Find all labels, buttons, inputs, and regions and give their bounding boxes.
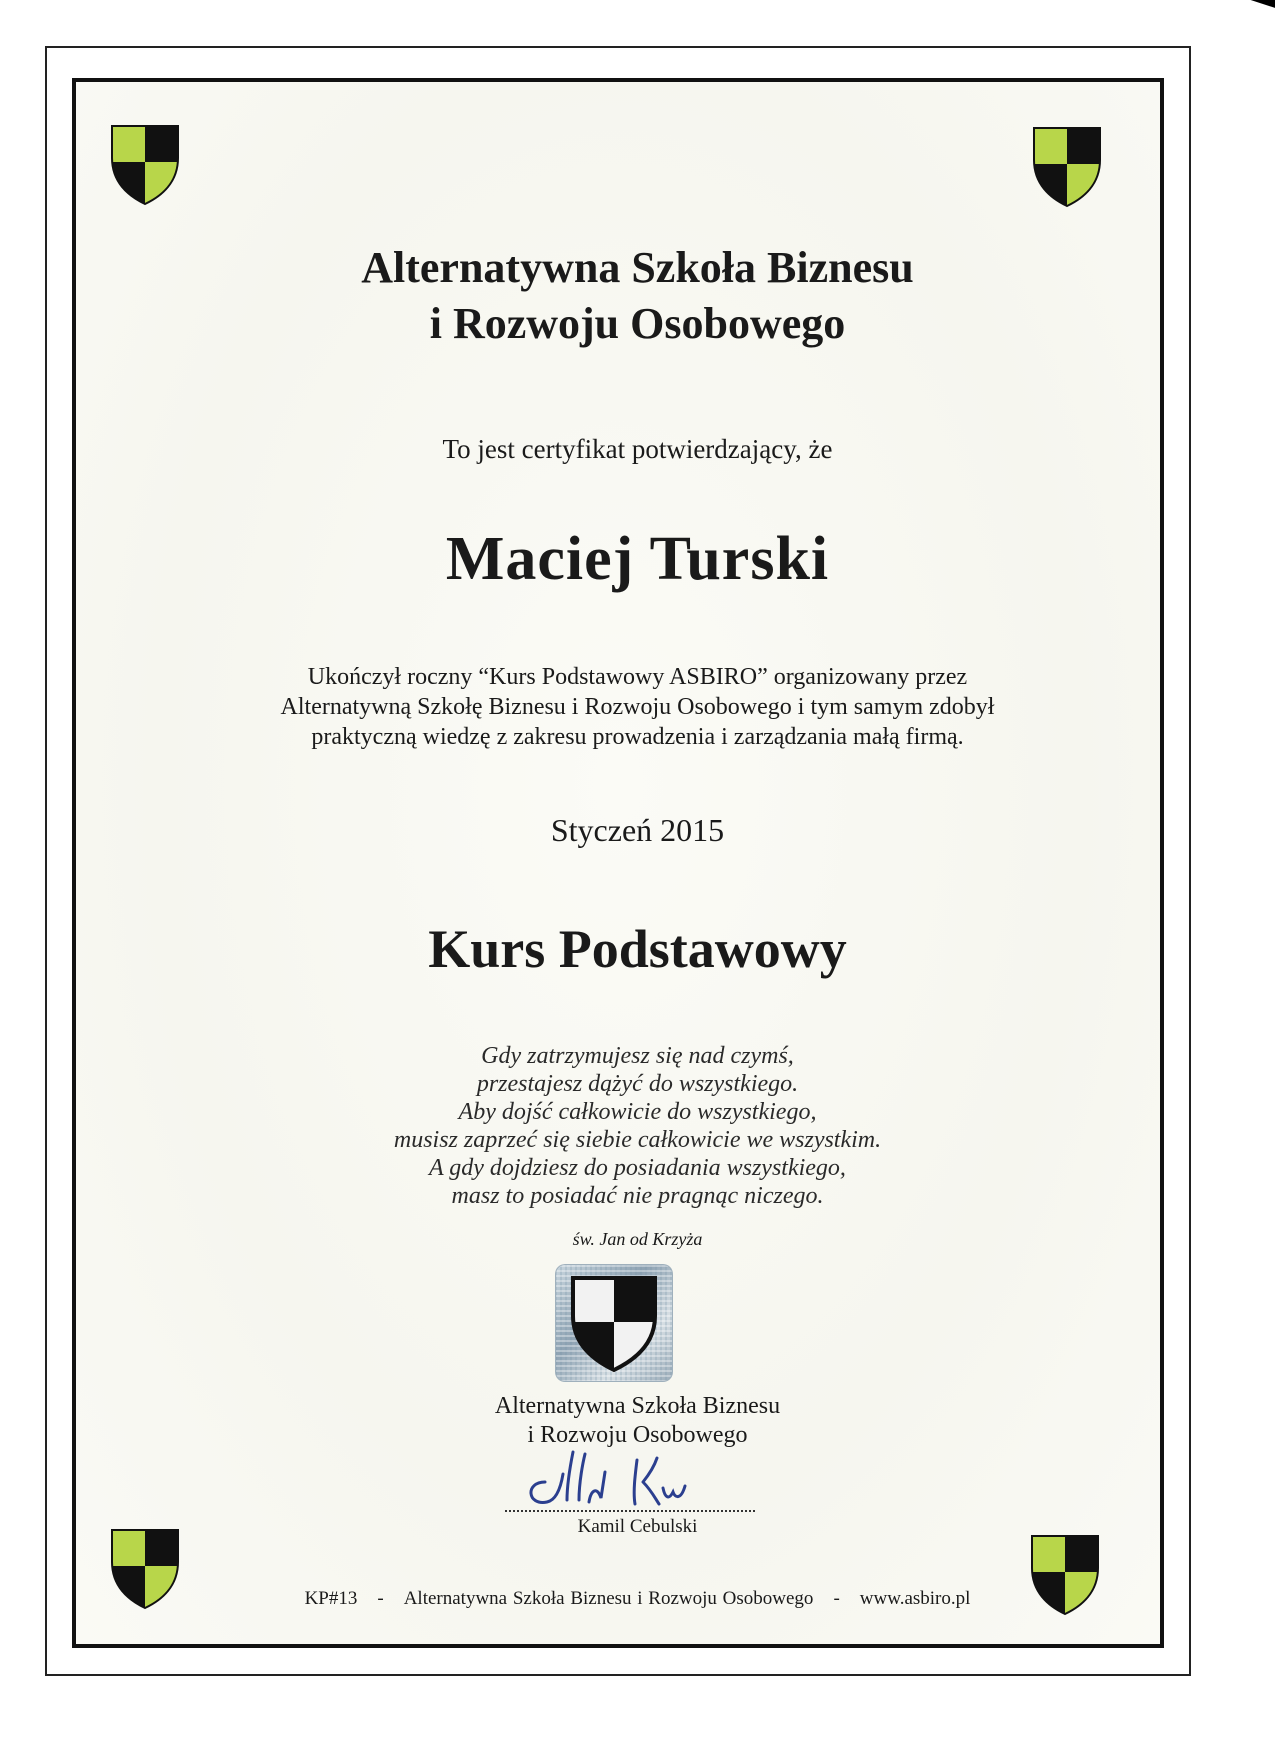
shield-logo-icon [1030,124,1104,208]
certificate-date: Styczeń 2015 [550,812,725,848]
footer-separator: - [833,1588,840,1609]
quote-line: Aby dojść całkowicie do wszystkiego, [458,1099,817,1125]
description-line: Alternatywną Szkołę Biznesu i Rozwoju Osobowego i tym samym zdobył [280,694,995,720]
school-title-line1: Alternatywna Szkoła Biznesu [361,243,914,292]
signature-line [505,1510,755,1512]
school-title [0,240,1275,352]
quote-line: A gdy dojdziesz do posiadania wszystkiego, [429,1155,846,1181]
quote-author: św. Jan od Krzyża [572,1229,703,1249]
quote-line: musisz zaprzeć się siebie całkowicie we wszystkim. [393,1127,882,1153]
handwritten-signature [505,1442,755,1512]
description-line: Ukończył roczny “Kurs Podstawowy ASBIRO” organizowany przez [307,664,968,690]
signatory-name: Kamil Cebulski [577,1516,698,1537]
quote-line: przestajesz dążyć do wszystkiego. [476,1071,799,1097]
description-line: praktyczną wiedzę z zakresu prowadzenia i zarządzania małą firmą. [311,724,964,750]
footer [0,1588,1275,1610]
signature-org-line1: Alternatywna Szkoła Biznesu [494,1393,781,1419]
recipient-name: Maciej Turski [445,525,830,593]
quote [0,1042,1275,1210]
hologram-seal-icon [555,1264,673,1382]
quote-line: Gdy zatrzymujesz się nad czymś, [481,1043,794,1069]
footer-code: KP#13 [304,1588,358,1609]
certificate-intro: To jest certyfikat potwierdzający, że [442,434,833,464]
quote-line: masz to posiadać nie pragnąc niczego. [451,1183,824,1209]
signature-org-line2: i Rozwoju Osobowego [527,1422,748,1448]
shield-logo-icon [108,122,182,206]
scan-corner-mark [1223,0,1275,16]
footer-org: Alternatywna Szkoła Biznesu i Rozwoju Osobowego [403,1588,814,1609]
course-title: Kurs Podstawowy [428,919,847,979]
school-title-line2: i Rozwoju Osobowego [429,299,846,348]
footer-website: www.asbiro.pl [859,1588,971,1609]
footer-separator: - [377,1588,384,1609]
course-description [0,662,1275,752]
